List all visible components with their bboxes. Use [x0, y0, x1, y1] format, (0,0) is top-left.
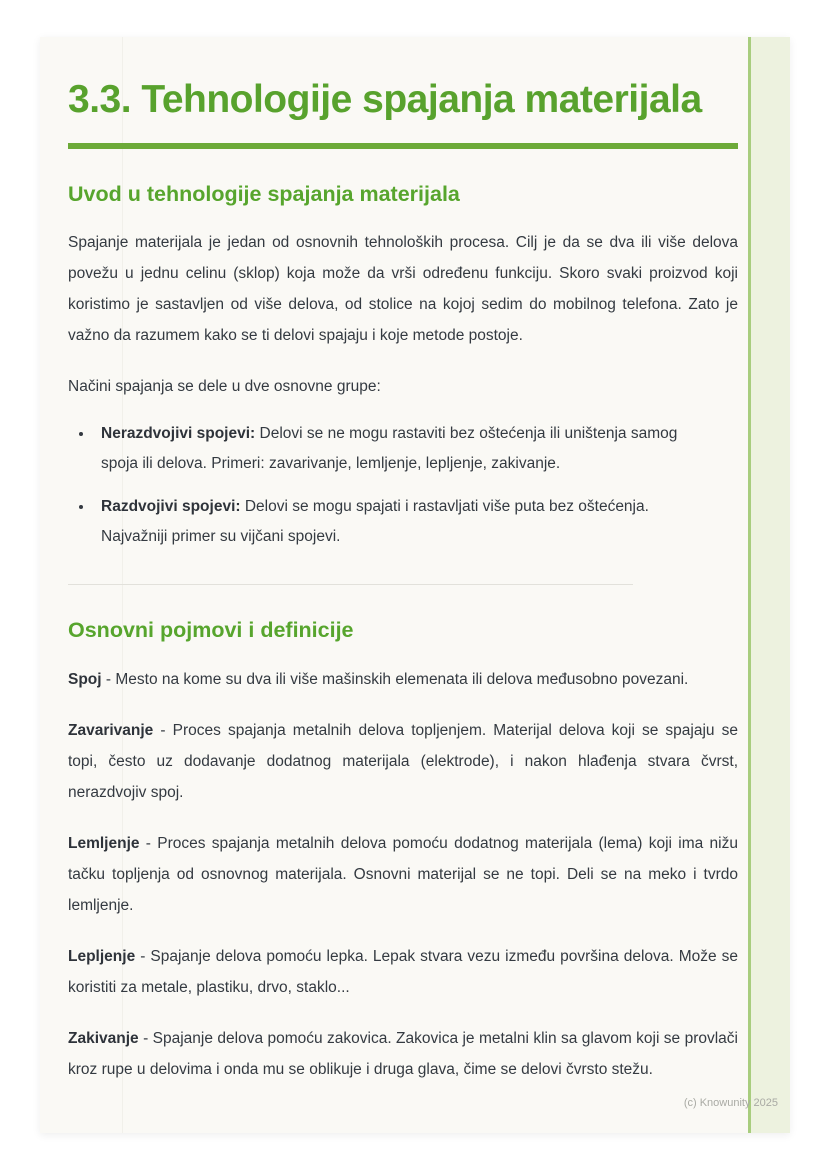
- copyright-watermark: (c) Knowunity 2025: [683, 1097, 778, 1109]
- list-item-razdvojivi: [94, 492, 701, 552]
- definition-lepljenje: [68, 941, 738, 1003]
- intro-paragraph: Spajanje materijala je jedan od osnovnih tehnoloških procesa. Cilj je da se dva ili više delova povežu u jednu celinu (sklop) koja može da vrši određenu funkciju. Skoro svaki proizvod koji koristimo je sastavljen od više delova, od stolice na kojoj sedim do mobilnog telefona. Zato je važno da razumem kako se ti delovi spajaju i koje metode postoje.: [68, 234, 738, 345]
- bullet-term: Razdvojivi spojevi:: [101, 498, 241, 516]
- definition-zavarivanje: [68, 715, 738, 808]
- definition-spoj: [68, 664, 738, 695]
- section-divider: [68, 584, 633, 585]
- definition-term: Lepljenje: [68, 948, 136, 966]
- document-content: [68, 37, 738, 1085]
- section-intro: [68, 182, 738, 553]
- definition-text: - Proces spajanja metalnih delova pomoću dodatnog materijala (lema) koji ima nižu tačku topljenja od osnovnog materijala. Osnovni materijal se ne topi. Deli se na meko i tvrdo lemljenje.: [68, 835, 738, 915]
- section-heading-intro: Uvod u tehnologije spajanja materijala: [68, 181, 460, 206]
- list-item-nerazdvojivi: [94, 419, 701, 479]
- document-page: [40, 37, 790, 1133]
- definition-zakivanje: [68, 1023, 738, 1085]
- page-edge-stripe: [748, 37, 790, 1133]
- definition-text: - Proces spajanja metalnih delova topljenjem. Materijal delova koji se spajaju se topi, često uz dodavanje dodatnog materijala (elektrode), i nakon hlađenja stvara čvrst, nerazdvojiv spoj.: [68, 722, 738, 802]
- definition-term: Zakivanje: [68, 1030, 139, 1048]
- definition-text: - Spajanje delova pomoću lepka. Lepak stvara vezu između površina delova. Može se koristiti za metale, plastiku, drvo, staklo...: [68, 948, 738, 997]
- definition-text: - Spajanje delova pomoću zakovica. Zakovica je metalni klin sa glavom koji se provlači kroz rupe u delovima i onda mu se oblikuje i druga glava, čime se delovi čvrsto stežu.: [68, 1030, 738, 1079]
- definition-lemljenje: [68, 828, 738, 921]
- title-underline-rule: [68, 143, 738, 149]
- joining-groups-list: [68, 419, 738, 552]
- definition-term: Lemljenje: [68, 835, 140, 853]
- groups-lead-paragraph: Načini spajanja se dele u dve osnovne grupe:: [68, 378, 381, 396]
- definition-term: Zavarivanje: [68, 722, 154, 740]
- bullet-text: Delovi se ne mogu rastaviti bez oštećenja ili uništenja samog spoja ili delova. Primeri: zavarivanje, lemljenje, lepljenje, zakivanje.: [101, 425, 678, 473]
- definition-text: - Mesto na kome su dva ili više mašinskih elemenata ili delova međusobno povezani.: [105, 671, 689, 689]
- section-heading-definitions: Osnovni pojmovi i definicije: [68, 618, 354, 643]
- definition-term: Spoj: [68, 671, 102, 689]
- section-definitions: [68, 618, 738, 1085]
- bullet-term: Nerazdvojivi spojevi:: [101, 425, 256, 443]
- page-title: 3.3. Tehnologije spajanja materijala: [68, 78, 702, 121]
- bullet-text: Delovi se mogu spajati i rastavljati više puta bez oštećenja. Najvažniji primer su vijčani spojevi.: [101, 498, 649, 546]
